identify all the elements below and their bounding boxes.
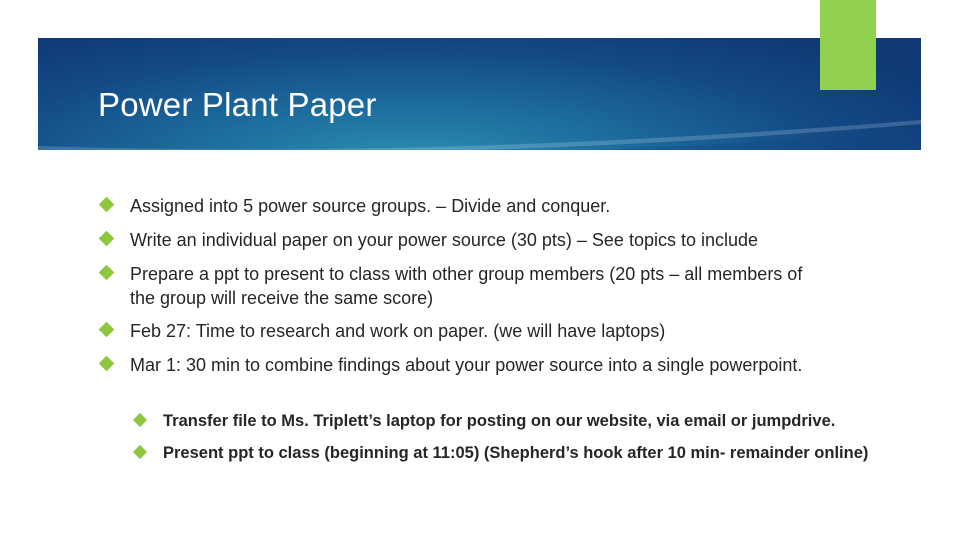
slide-title: Power Plant Paper: [98, 86, 377, 123]
bullet-item: [101, 262, 820, 310]
diamond-bullet-icon: [99, 265, 115, 281]
bullet-text: Prepare a ppt to present to class with other group members (20 pts – all members of the group will receive the same score): [130, 264, 803, 308]
sub-bullet-text: Present ppt to class (beginning at 11:05) (Shepherd’s hook after 10 min- remainder online): [163, 444, 869, 462]
bullet-text: Mar 1: 30 min to combine findings about your power source into a single powerpoint.: [130, 355, 803, 375]
diamond-bullet-icon: [99, 356, 115, 372]
sub-bullet-text: Transfer file to Ms. Triplett’s laptop for posting on our website, via email or jumpdrive.: [163, 412, 836, 430]
diamond-bullet-icon: [99, 197, 115, 213]
bullet-text: Assigned into 5 power source groups. – Divide and conquer.: [130, 196, 611, 216]
bullet-text: Feb 27: Time to research and work on paper. (we will have laptops): [130, 321, 666, 341]
sub-bullet-item: [135, 410, 903, 432]
bullet-item: [101, 353, 830, 377]
diamond-bullet-icon: [133, 445, 147, 459]
diamond-bullet-icon: [99, 231, 115, 247]
sub-bullet-item: [135, 442, 883, 464]
bullet-text: Write an individual paper on your power source (30 pts) – See topics to include: [130, 230, 759, 250]
diamond-bullet-icon: [99, 322, 115, 338]
bullet-item: [101, 228, 890, 252]
bullet-item: [101, 319, 890, 343]
diamond-bullet-icon: [133, 413, 147, 427]
bullet-item: [101, 194, 890, 218]
